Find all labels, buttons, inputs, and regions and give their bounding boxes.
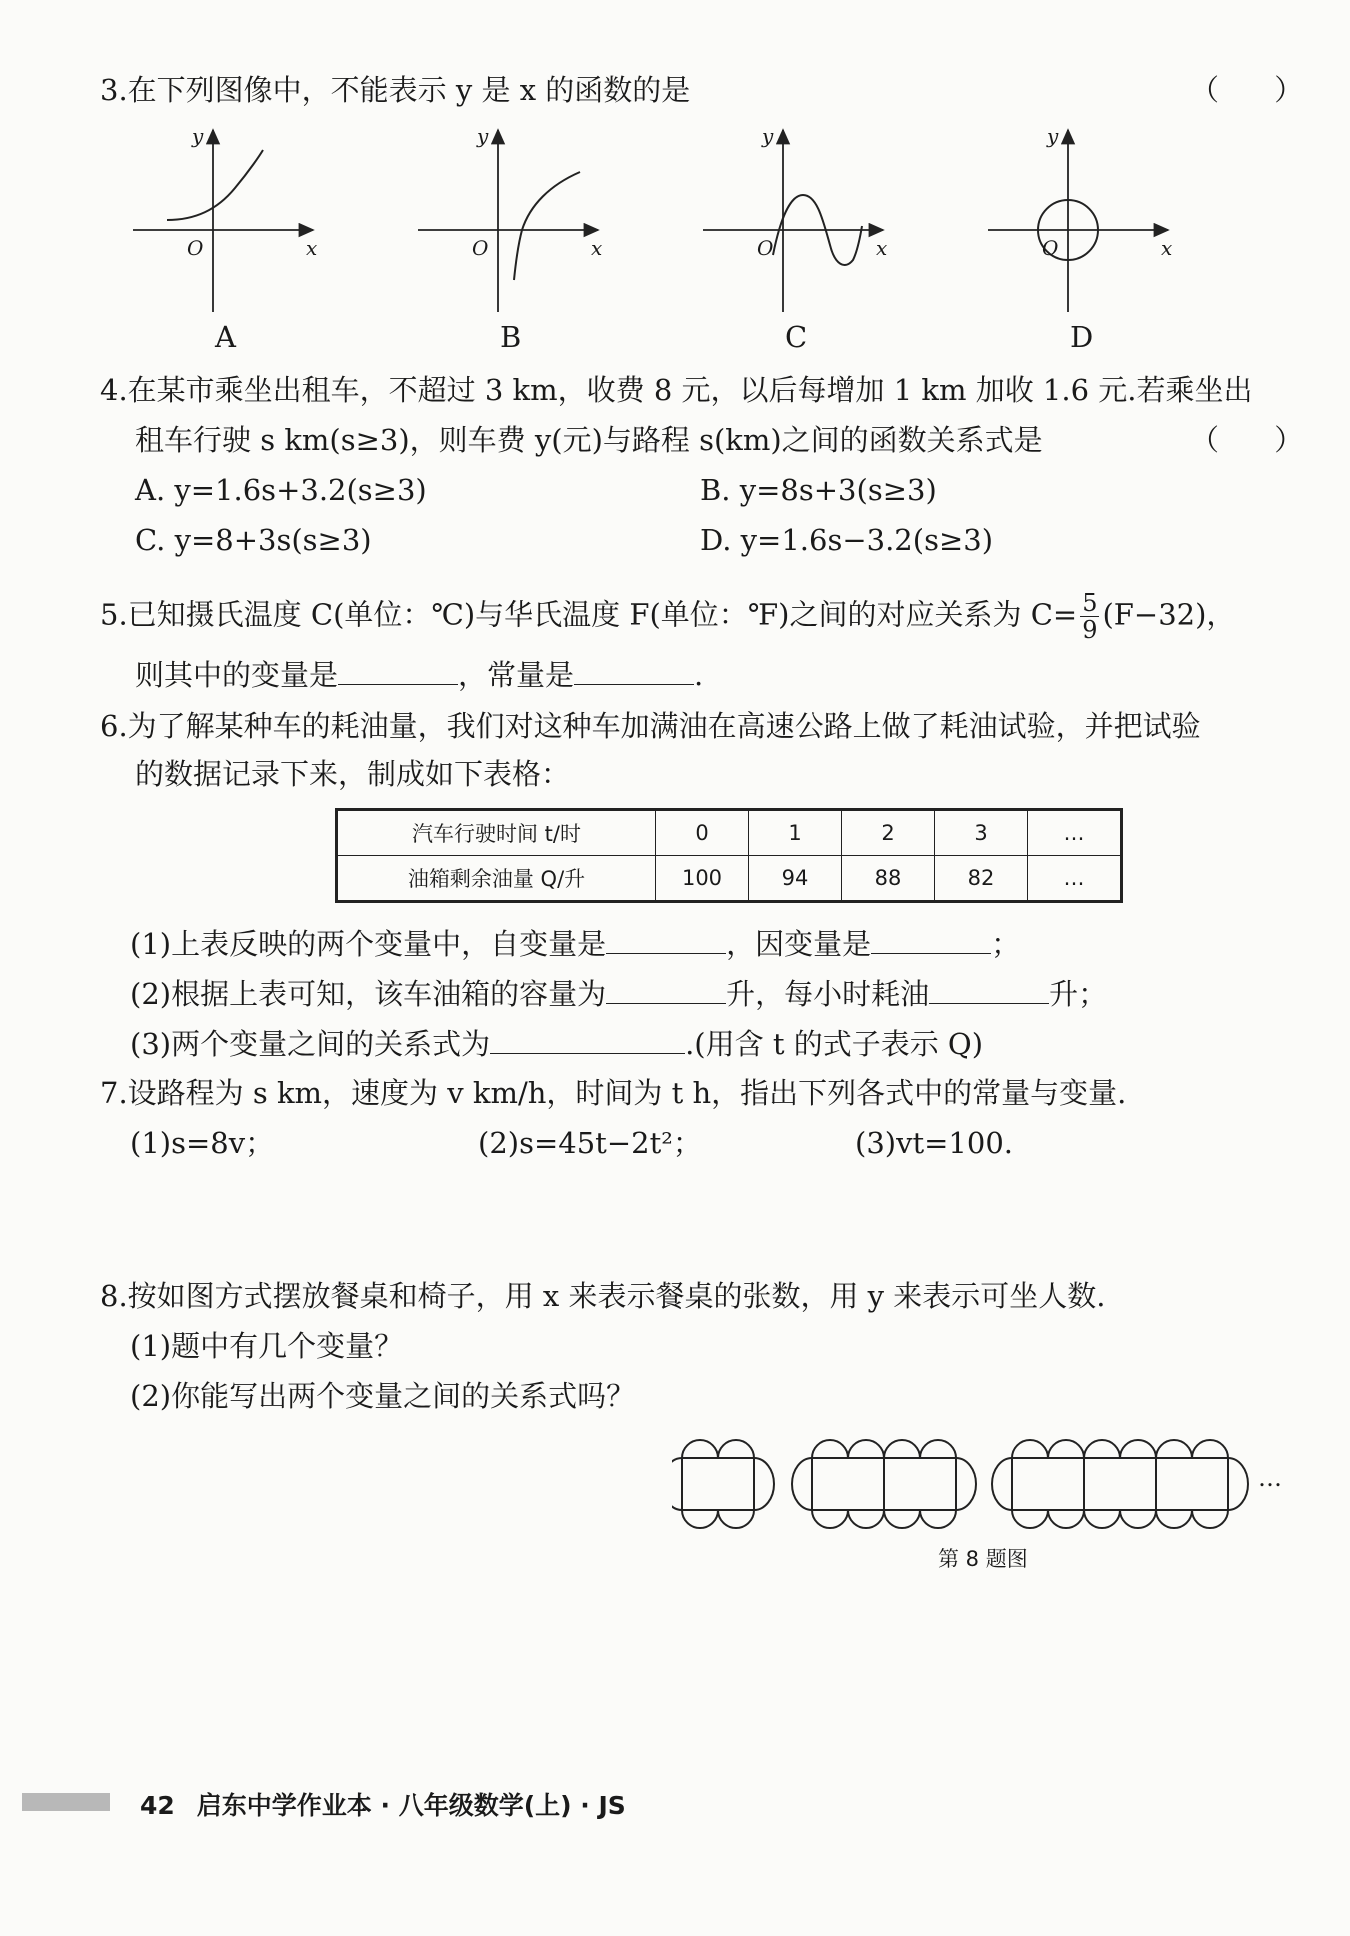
q6-sub2-text-c: 升； bbox=[1049, 977, 1108, 1011]
q7-part3: (3)vt=100. bbox=[855, 1126, 1013, 1160]
q6-line1: 6.为了解某种车的耗油量，我们对这种车加满油在高速公路上做了耗油试验，并把试验 bbox=[100, 709, 1201, 743]
q6-relation-blank[interactable] bbox=[490, 1025, 685, 1054]
q8-tables-figure bbox=[672, 1418, 1262, 1538]
q8-figure-caption: 第 8 题图 bbox=[938, 1547, 1028, 1571]
q8-sub1: (1)题中有几个变量？ bbox=[130, 1329, 404, 1363]
q6-sub2 bbox=[130, 975, 1107, 1012]
q6-consumption-blank[interactable] bbox=[929, 975, 1049, 1004]
q5-variable-blank[interactable] bbox=[338, 656, 458, 685]
graph-d-y-label: y bbox=[1047, 124, 1059, 148]
graph-b-y-label: y bbox=[477, 124, 489, 148]
q5-line1-post: (F−32)， bbox=[1102, 597, 1236, 632]
q8-line1: 8.按如图方式摆放餐桌和椅子，用 x 来表示餐桌的张数，用 y 来表示可坐人数. bbox=[100, 1279, 1106, 1313]
q5-line1-pre: 5.已知摄氏温度 C(单位：℃)与华氏温度 F(单位：℉)之间的对应关系为 C= bbox=[100, 597, 1078, 632]
table-cell: 1 bbox=[749, 810, 842, 856]
q6-sub2-text-b: 升，每小时耗油 bbox=[726, 977, 930, 1011]
graph-b-option-label: B bbox=[500, 320, 522, 354]
q3-stem: 3.在下列图像中，不能表示 y 是 x 的函数的是 bbox=[100, 73, 691, 107]
book-title: 启东中学作业本 · 八年级数学(上) · JS bbox=[196, 1791, 626, 1820]
graph-c-origin-label: O bbox=[757, 236, 774, 260]
q7-line1: 7.设路程为 s km，速度为 v km/h，时间为 t h，指出下列各式中的常量与变量. bbox=[100, 1076, 1127, 1110]
q5-line2-text-a: 则其中的变量是 bbox=[135, 658, 339, 692]
q4-option-c: C. y=8+3s(s≥3) bbox=[135, 523, 372, 557]
q5-fraction-numerator: 5 bbox=[1082, 589, 1098, 617]
table-header-time: 汽车行驶时间 t/时 bbox=[337, 810, 656, 856]
page-footer bbox=[140, 1786, 626, 1822]
q6-sub3-text-a: (3)两个变量之间的关系式为 bbox=[130, 1027, 491, 1061]
q8-sub2: (2)你能写出两个变量之间的关系式吗？ bbox=[130, 1379, 636, 1413]
graph-c-y-label: y bbox=[762, 124, 774, 148]
graph-c-option-label: C bbox=[785, 320, 808, 354]
graph-a-option-label: A bbox=[215, 320, 236, 354]
table-row bbox=[337, 810, 1122, 856]
table-arrangement-2 bbox=[792, 1440, 976, 1528]
table-cell: … bbox=[1028, 856, 1122, 902]
q6-capacity-blank[interactable] bbox=[606, 975, 726, 1004]
page-number: 42 bbox=[140, 1791, 175, 1820]
graph-d-x-label: x bbox=[1161, 236, 1173, 260]
graph-c bbox=[695, 120, 895, 330]
q6-sub3-text-b: .(用含 t 的式子表示 Q) bbox=[685, 1027, 984, 1061]
table-arrangement-3 bbox=[992, 1440, 1248, 1528]
q5-fraction bbox=[1080, 590, 1099, 643]
q5-line1 bbox=[100, 590, 1235, 643]
q4-option-b: B. y=8s+3(s≥3) bbox=[700, 473, 937, 507]
graph-a bbox=[125, 120, 325, 330]
q6-sub3 bbox=[130, 1025, 983, 1062]
table-cell: 100 bbox=[656, 856, 749, 902]
table-cell: 82 bbox=[935, 856, 1028, 902]
q5-line2-text-c: . bbox=[694, 658, 704, 692]
q4-option-a: A. y=1.6s+3.2(s≥3) bbox=[135, 473, 427, 507]
q6-sub1-text-b: ，因变量是 bbox=[726, 927, 872, 961]
graph-d bbox=[980, 120, 1180, 330]
table-cell: 3 bbox=[935, 810, 1028, 856]
graph-a-y-label: y bbox=[192, 124, 204, 148]
table-cell: 0 bbox=[656, 810, 749, 856]
q4-line1: 4.在某市乘坐出租车，不超过 3 km，收费 8 元，以后每增加 1 km 加收 1.6 元.若乘坐出 bbox=[100, 373, 1253, 407]
q5-line2 bbox=[135, 656, 703, 693]
q5-line2-text-b: ，常量是 bbox=[458, 658, 575, 692]
q4-answer-paren: （ ） bbox=[1190, 423, 1304, 457]
q6-sub1-text-a: (1)上表反映的两个变量中，自变量是 bbox=[130, 927, 607, 961]
graph-b bbox=[410, 120, 610, 330]
q4-line2: 租车行驶 s km(s≥3)，则车费 y(元)与路程 s(km)之间的函数关系式是 bbox=[135, 423, 1043, 457]
q6-sub1-text-c: ； bbox=[991, 927, 1021, 961]
q5-fraction-denominator: 9 bbox=[1082, 616, 1098, 644]
graph-d-origin-label: O bbox=[1042, 236, 1059, 260]
graph-a-origin-label: O bbox=[187, 236, 204, 260]
graph-b-origin-label: O bbox=[472, 236, 489, 260]
q6-dependent-blank[interactable] bbox=[871, 925, 991, 954]
graph-a-x-label: x bbox=[306, 236, 318, 260]
q7-part2: (2)s=45t−2t²； bbox=[478, 1126, 702, 1160]
q3-answer-paren: （ ） bbox=[1190, 73, 1304, 107]
table-arrangement-1 bbox=[672, 1440, 774, 1528]
table-cell: … bbox=[1028, 810, 1122, 856]
q6-data-table bbox=[335, 808, 1123, 903]
q6-line2: 的数据记录下来，制成如下表格： bbox=[135, 757, 571, 791]
footer-decoration-bar bbox=[22, 1793, 110, 1811]
q4-option-d: D. y=1.6s−3.2(s≥3) bbox=[700, 523, 994, 557]
graph-d-option-label: D bbox=[1070, 320, 1094, 354]
table-cell: 2 bbox=[842, 810, 935, 856]
graph-b-x-label: x bbox=[591, 236, 603, 260]
table-row bbox=[337, 856, 1122, 902]
q6-sub1 bbox=[130, 925, 1020, 962]
q5-constant-blank[interactable] bbox=[574, 656, 694, 685]
q7-part1: (1)s=8v； bbox=[130, 1126, 275, 1160]
q6-sub2-text-a: (2)根据上表可知，该车油箱的容量为 bbox=[130, 977, 607, 1011]
q8-figure-ellipsis: … bbox=[1258, 1464, 1282, 1492]
table-cell: 94 bbox=[749, 856, 842, 902]
graph-c-x-label: x bbox=[876, 236, 888, 260]
q6-independent-blank[interactable] bbox=[606, 925, 726, 954]
table-header-fuel: 油箱剩余油量 Q/升 bbox=[337, 856, 656, 902]
table-cell: 88 bbox=[842, 856, 935, 902]
